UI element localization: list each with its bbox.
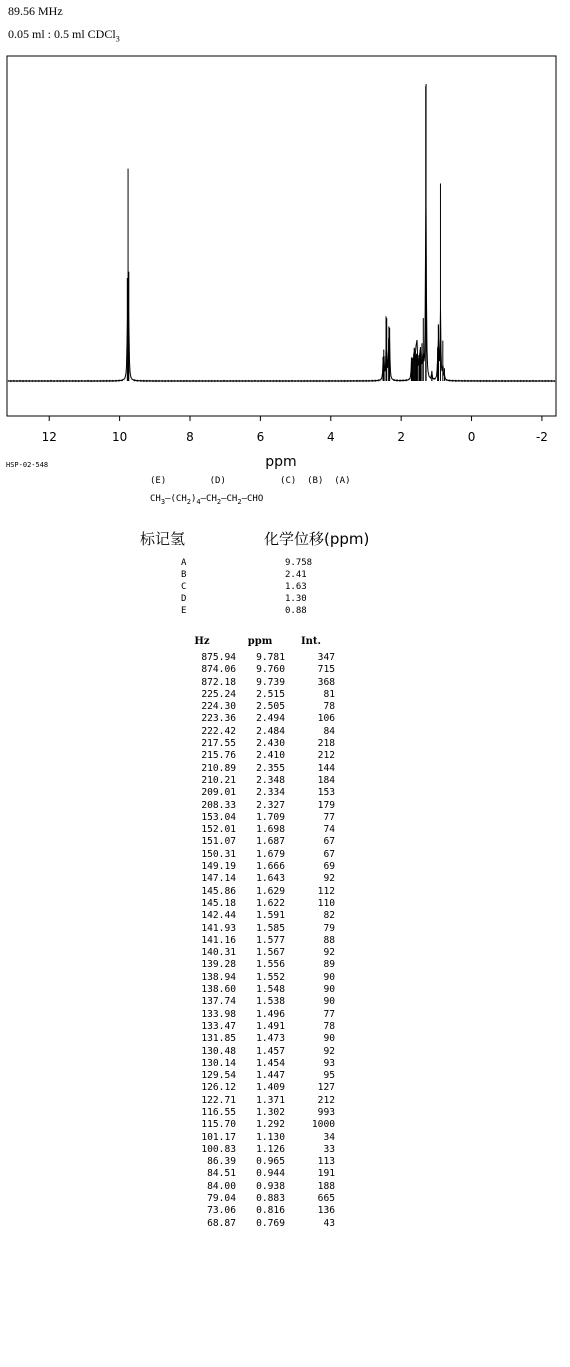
cell-hz: 84.00 <box>207 1180 236 1192</box>
cell-int: 665 <box>317 1193 335 1205</box>
table-row <box>174 1009 335 1021</box>
ch3-subscript: 3 <box>160 497 166 506</box>
table-row <box>174 775 335 787</box>
cell-hz: 209.01 <box>201 787 236 799</box>
table-row <box>174 898 335 910</box>
cell-ppm: 1.585 <box>256 922 285 934</box>
cell-ppm: 2.348 <box>256 774 285 786</box>
cell-hz: 208.33 <box>201 799 236 811</box>
cell-ppm: 1.556 <box>256 959 285 971</box>
cell-hz: 147.14 <box>201 873 236 885</box>
table-row <box>174 1107 335 1119</box>
cell-int: 95 <box>323 1070 335 1082</box>
table-row <box>174 1193 335 1205</box>
header-ppm: ppm <box>247 636 273 647</box>
cell-int: 77 <box>323 1008 335 1020</box>
x-tick-label: 12 <box>41 430 57 444</box>
assignment-value: 2.41 <box>285 570 307 580</box>
table-row <box>174 984 335 996</box>
cell-ppm: 1.591 <box>256 910 285 922</box>
cell-hz: 131.85 <box>201 1033 236 1045</box>
cell-int: 191 <box>317 1168 335 1180</box>
cell-hz: 142.44 <box>201 910 236 922</box>
table-row <box>174 996 335 1008</box>
cell-hz: 86.39 <box>207 1156 236 1168</box>
cell-int: 184 <box>317 774 335 786</box>
shift-heading: 化学位移(ppm) <box>264 530 370 548</box>
cell-int: 67 <box>323 836 335 848</box>
cell-int: 81 <box>323 688 335 700</box>
table-row <box>174 1132 335 1144</box>
cell-ppm: 1.622 <box>256 897 285 909</box>
cell-int: 90 <box>323 971 335 983</box>
table-row <box>174 763 335 775</box>
table-row <box>174 947 335 959</box>
table-row <box>174 1058 335 1070</box>
table-row <box>174 812 335 824</box>
cell-ppm: 0.883 <box>256 1193 285 1205</box>
table-row <box>174 1070 335 1082</box>
cell-int: 218 <box>317 738 335 750</box>
cell-hz: 875.94 <box>201 652 236 663</box>
cell-ppm: 2.484 <box>256 725 285 737</box>
cell-ppm: 1.371 <box>256 1094 285 1106</box>
cell-int: 368 <box>317 676 335 688</box>
table-row <box>174 677 335 689</box>
cell-int: 92 <box>323 1045 335 1057</box>
cell-ppm: 1.473 <box>256 1033 285 1045</box>
cell-hz: 122.71 <box>201 1094 236 1106</box>
cell-ppm: 1.447 <box>256 1070 285 1082</box>
table-row <box>174 824 335 836</box>
cell-ppm: 1.552 <box>256 971 285 983</box>
cell-ppm: 1.130 <box>256 1131 285 1143</box>
peak-table <box>174 636 335 1230</box>
table-row <box>174 1046 335 1058</box>
cell-hz: 101.17 <box>201 1131 236 1143</box>
cell-ppm: 1.496 <box>256 1008 285 1020</box>
table-row <box>174 1033 335 1045</box>
table-row <box>174 886 335 898</box>
cell-ppm: 1.409 <box>256 1082 285 1094</box>
table-row <box>174 861 335 873</box>
cell-hz: 223.36 <box>201 713 236 725</box>
table-row <box>174 1095 335 1107</box>
cell-int: 79 <box>323 922 335 934</box>
cell-ppm: 0.938 <box>256 1180 285 1192</box>
cell-ppm: 1.709 <box>256 811 285 823</box>
b-group: —CH <box>221 494 238 504</box>
x-tick-label: 4 <box>326 430 335 444</box>
cell-ppm: 2.430 <box>256 738 285 750</box>
x-axis-label: ppm <box>265 454 297 470</box>
cell-ppm: 2.515 <box>256 688 285 700</box>
assignment-row <box>181 593 312 605</box>
table-row <box>174 787 335 799</box>
cell-ppm: 1.126 <box>256 1143 285 1155</box>
cell-ppm: 1.292 <box>256 1119 285 1131</box>
cell-ppm: 9.760 <box>256 664 285 676</box>
table-row <box>174 713 335 725</box>
table-row <box>174 1144 335 1156</box>
a-group: —CHO <box>241 494 264 504</box>
cell-hz: 133.98 <box>201 1008 236 1020</box>
x-tick-label: 0 <box>467 430 476 444</box>
table-row <box>174 1181 335 1193</box>
cell-ppm: 2.410 <box>256 750 285 762</box>
cell-hz: 222.42 <box>201 725 236 737</box>
x-tick-label: -2 <box>535 430 548 444</box>
d-group: —(CH <box>165 494 187 504</box>
cell-hz: 130.14 <box>201 1057 236 1069</box>
cell-hz: 100.83 <box>201 1143 236 1155</box>
molecular-structure <box>150 494 263 506</box>
cell-hz: 149.19 <box>201 861 236 873</box>
assignment-row <box>181 581 312 593</box>
cell-ppm: 2.334 <box>256 787 285 799</box>
cell-ppm: 0.769 <box>256 1217 285 1229</box>
cell-ppm: 9.739 <box>256 676 285 688</box>
x-tick-label: 6 <box>256 430 265 444</box>
cell-hz: 150.31 <box>201 848 236 860</box>
table-row <box>174 910 335 922</box>
cell-ppm: 0.944 <box>256 1168 285 1180</box>
table-row <box>174 1021 335 1033</box>
cell-ppm: 1.666 <box>256 861 285 873</box>
c-group: —CH <box>200 494 217 504</box>
d-subscript-4: 4 <box>196 497 201 506</box>
header-int: Int. <box>300 636 322 647</box>
peak-table-header <box>174 636 335 652</box>
header-hz: Hz <box>194 636 210 647</box>
cell-ppm: 1.548 <box>256 984 285 996</box>
sample-subscript: 3 <box>115 34 120 44</box>
assignment-row <box>181 557 312 569</box>
cell-int: 90 <box>323 1033 335 1045</box>
table-row <box>174 1168 335 1180</box>
cell-hz: 129.54 <box>201 1070 236 1082</box>
cell-ppm: 2.355 <box>256 762 285 774</box>
cell-hz: 141.16 <box>201 934 236 946</box>
cell-hz: 138.60 <box>201 984 236 996</box>
table-row <box>174 1156 335 1168</box>
cell-hz: 137.74 <box>201 996 236 1008</box>
table-row <box>174 750 335 762</box>
cell-hz: 141.93 <box>201 922 236 934</box>
cell-int: 78 <box>323 701 335 713</box>
cell-int: 90 <box>323 996 335 1008</box>
x-axis-ticks <box>42 416 548 444</box>
cell-hz: 217.55 <box>201 738 236 750</box>
assignment-heading: 标记氢 <box>140 530 186 548</box>
table-row <box>174 664 335 676</box>
cell-ppm: 1.567 <box>256 947 285 959</box>
d-subscript-2: 2 <box>186 497 191 506</box>
cell-hz: 115.70 <box>201 1119 236 1131</box>
cell-hz: 874.06 <box>201 664 236 676</box>
assignment-key: E <box>181 606 187 616</box>
assignment-value: 1.30 <box>285 594 307 604</box>
cell-hz: 116.55 <box>201 1106 236 1118</box>
structure-group-labels: (E) (D) (C) (B) (A) <box>150 476 351 486</box>
cell-int: 77 <box>323 811 335 823</box>
cell-ppm: 2.505 <box>256 701 285 713</box>
cell-hz: 210.21 <box>201 774 236 786</box>
cell-hz: 210.89 <box>201 762 236 774</box>
cell-int: 92 <box>323 947 335 959</box>
table-row <box>174 959 335 971</box>
table-row <box>174 873 335 885</box>
cell-ppm: 1.302 <box>256 1106 285 1118</box>
cell-int: 90 <box>323 984 335 996</box>
cell-int: 84 <box>323 725 335 737</box>
cell-int: 34 <box>323 1131 335 1143</box>
cell-int: 112 <box>317 885 335 897</box>
cell-int: 78 <box>323 1020 335 1032</box>
cell-int: 110 <box>317 897 335 909</box>
table-row <box>174 849 335 861</box>
frequency-label: 89.56 MHz <box>8 4 63 18</box>
cell-hz: 73.06 <box>207 1205 236 1217</box>
cell-int: 33 <box>323 1143 335 1155</box>
cell-ppm: 1.491 <box>256 1020 285 1032</box>
cell-ppm: 0.965 <box>256 1156 285 1168</box>
cell-ppm: 1.687 <box>256 836 285 848</box>
cell-ppm: 2.494 <box>256 713 285 725</box>
peak-marks <box>127 84 444 381</box>
cell-hz: 872.18 <box>201 676 236 688</box>
cell-ppm: 1.577 <box>256 934 285 946</box>
assignment-key: B <box>181 570 187 580</box>
table-row <box>174 1119 335 1131</box>
cell-int: 89 <box>323 959 335 971</box>
table-row <box>174 701 335 713</box>
cell-int: 715 <box>317 664 335 676</box>
table-row <box>174 935 335 947</box>
cell-ppm: 0.816 <box>256 1205 285 1217</box>
cell-int: 93 <box>323 1057 335 1069</box>
table-row <box>174 1218 335 1230</box>
spectrum-trace <box>8 204 555 382</box>
cell-ppm: 2.327 <box>256 799 285 811</box>
cell-int: 347 <box>317 652 335 663</box>
table-row <box>174 652 335 664</box>
cell-int: 82 <box>323 910 335 922</box>
assignment-list <box>181 557 312 617</box>
cell-hz: 68.87 <box>207 1217 236 1229</box>
assignment-value: 1.63 <box>285 582 307 592</box>
cell-int: 113 <box>317 1156 335 1168</box>
assignment-row <box>181 605 312 617</box>
cell-hz: 130.48 <box>201 1045 236 1057</box>
cell-ppm: 1.629 <box>256 885 285 897</box>
assignment-row <box>181 569 312 581</box>
table-row <box>174 923 335 935</box>
cell-ppm: 1.643 <box>256 873 285 885</box>
cell-ppm: 1.454 <box>256 1057 285 1069</box>
cell-hz: 215.76 <box>201 750 236 762</box>
x-tick-label: 8 <box>186 430 194 444</box>
plot-frame <box>7 56 556 416</box>
cell-hz: 133.47 <box>201 1020 236 1032</box>
cell-hz: 225.24 <box>201 688 236 700</box>
cell-int: 188 <box>317 1180 335 1192</box>
cell-hz: 145.86 <box>201 885 236 897</box>
table-row <box>174 800 335 812</box>
x-tick-label: 10 <box>111 430 128 444</box>
c-subscript: 2 <box>216 497 222 506</box>
cell-hz: 140.31 <box>201 947 236 959</box>
table-row <box>174 726 335 738</box>
cell-int: 212 <box>317 1094 335 1106</box>
cell-hz: 153.04 <box>201 811 236 823</box>
cell-ppm: 1.698 <box>256 824 285 836</box>
b-subscript: 2 <box>237 497 242 506</box>
cell-hz: 152.01 <box>201 824 236 836</box>
cell-int: 43 <box>323 1217 335 1229</box>
cell-ppm: 1.679 <box>256 848 285 860</box>
ch3-group: CH <box>150 494 161 504</box>
cell-int: 1000 <box>311 1119 335 1131</box>
table-row <box>174 738 335 750</box>
assignment-key: D <box>181 594 187 604</box>
x-tick-label: 2 <box>397 430 405 444</box>
assignment-value: 9.758 <box>285 558 313 568</box>
cell-int: 179 <box>317 799 335 811</box>
peak-table-rows <box>174 652 335 1230</box>
cell-int: 69 <box>323 861 335 873</box>
spectrum-code: HSP-02-548 <box>6 461 49 469</box>
cell-ppm: 1.538 <box>256 996 285 1008</box>
cell-hz: 84.51 <box>207 1168 236 1180</box>
table-row <box>174 836 335 848</box>
table-row <box>174 689 335 701</box>
cell-int: 92 <box>323 873 335 885</box>
table-row <box>174 972 335 984</box>
cell-hz: 126.12 <box>201 1082 236 1094</box>
cell-ppm: 9.781 <box>256 652 285 663</box>
sample-text: 0.05 ml : 0.5 ml CDCl <box>8 27 116 41</box>
cell-hz: 151.07 <box>201 836 236 848</box>
table-row <box>174 1082 335 1094</box>
cell-hz: 139.28 <box>201 959 236 971</box>
cell-int: 88 <box>323 934 335 946</box>
cell-int: 136 <box>317 1205 335 1217</box>
cell-int: 153 <box>317 787 335 799</box>
cell-hz: 138.94 <box>201 971 236 983</box>
cell-hz: 145.18 <box>201 897 236 909</box>
cell-ppm: 1.457 <box>256 1045 285 1057</box>
cell-int: 106 <box>317 713 335 725</box>
cell-int: 993 <box>317 1106 335 1118</box>
cell-hz: 224.30 <box>201 701 236 713</box>
cell-int: 212 <box>317 750 335 762</box>
assignment-key: A <box>181 558 187 568</box>
assignment-value: 0.88 <box>285 606 307 616</box>
d-group-close: ) <box>190 494 197 504</box>
cell-int: 74 <box>323 824 335 836</box>
cell-int: 127 <box>317 1082 335 1094</box>
assignment-key: C <box>181 582 187 592</box>
nmr-spectrum-chart <box>0 0 570 470</box>
cell-int: 67 <box>323 848 335 860</box>
table-row <box>174 1205 335 1217</box>
cell-int: 144 <box>317 762 335 774</box>
cell-hz: 79.04 <box>207 1193 236 1205</box>
